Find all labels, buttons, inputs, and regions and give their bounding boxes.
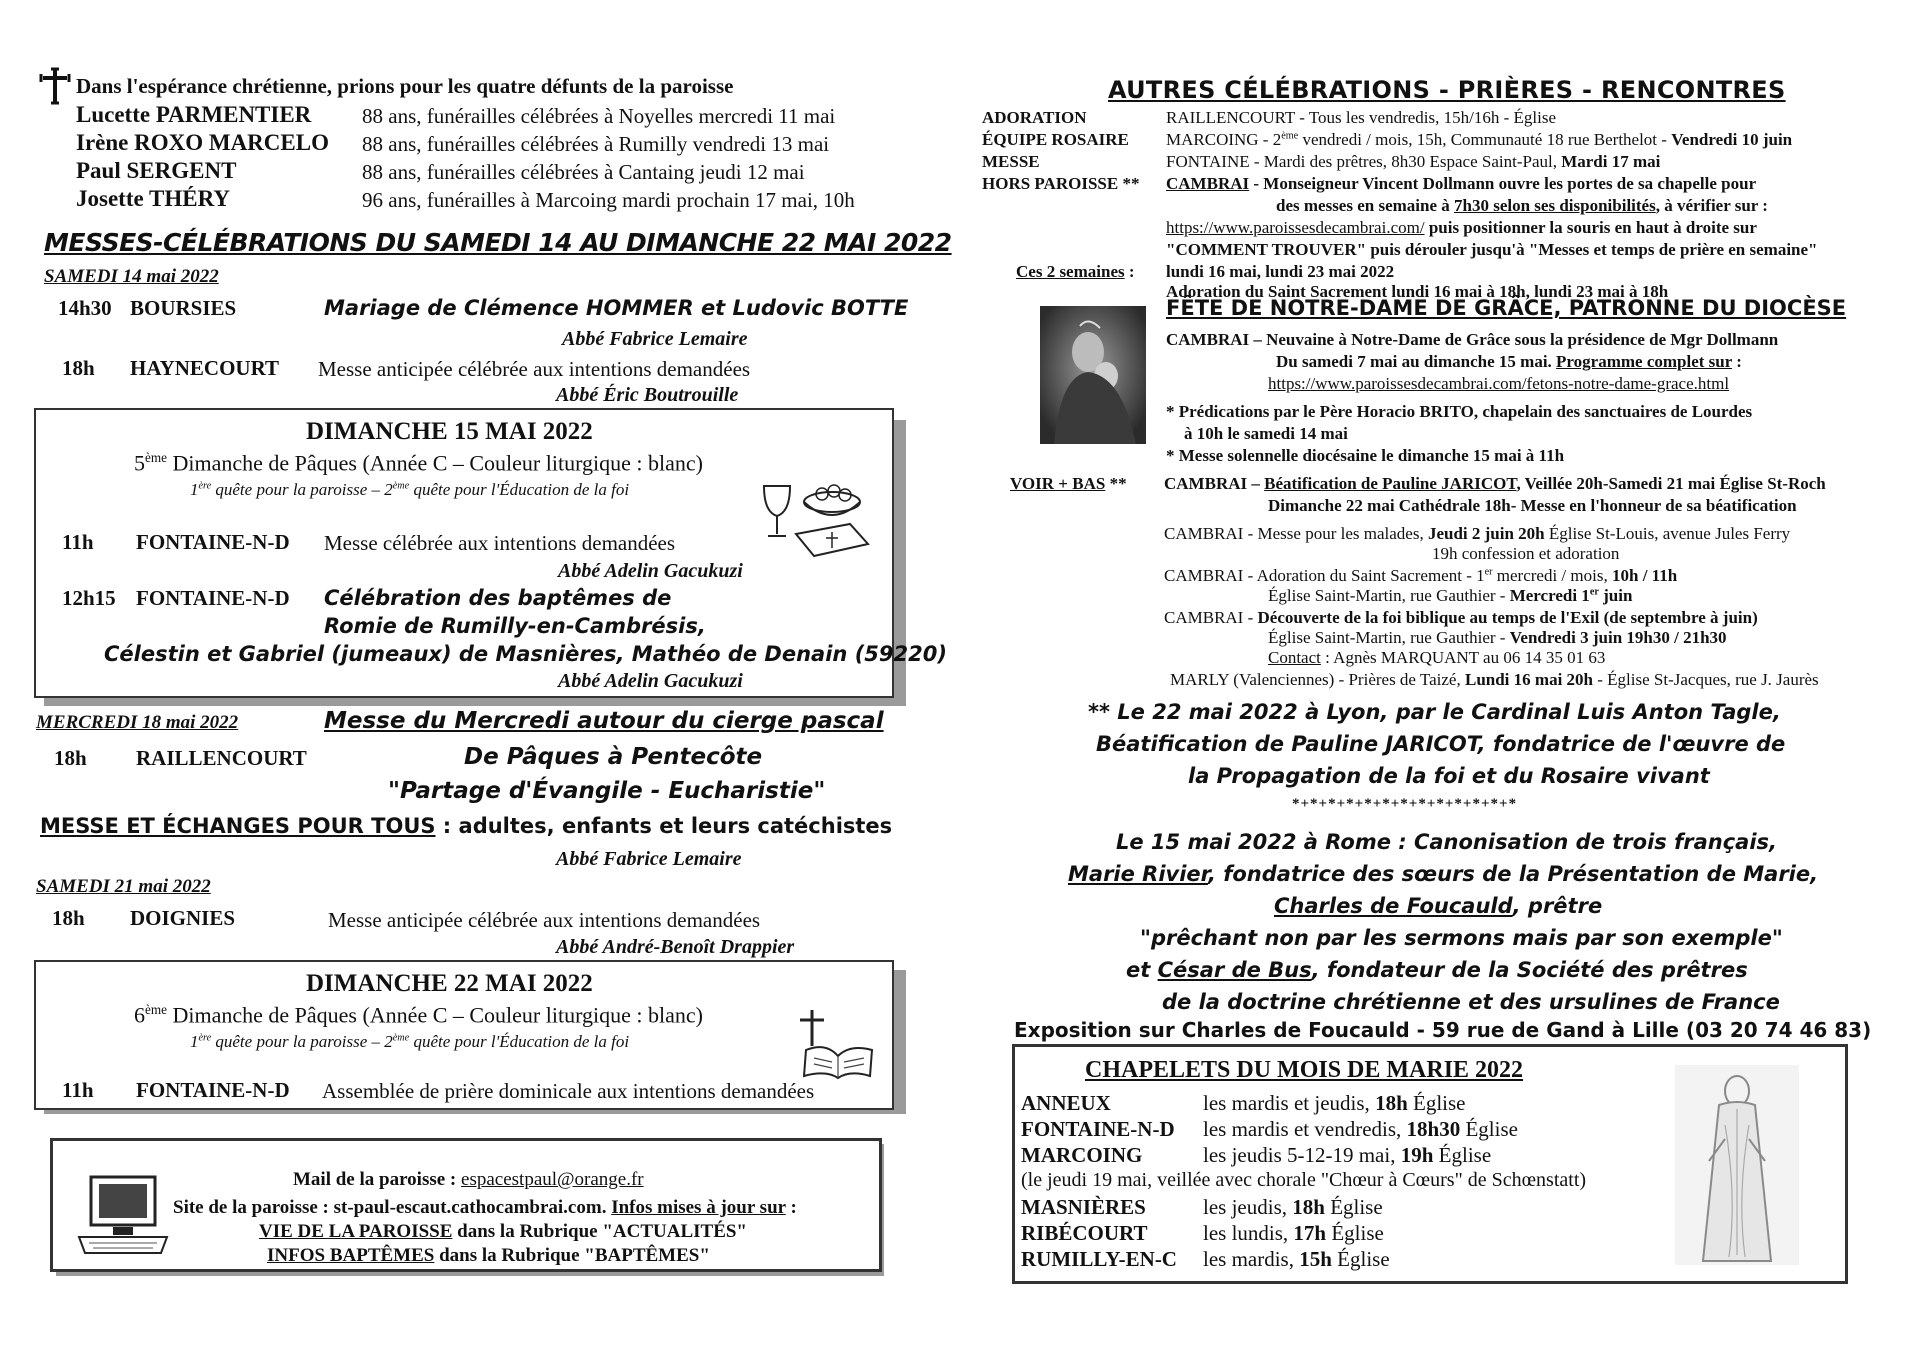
virgin-mary-statue-image	[1675, 1065, 1799, 1265]
row-text: CAMBRAI – Neuvaine à Notre-Dame de Grâce sous la présidence de Mgr Dollmann	[1166, 330, 1779, 349]
chapelet-place: FONTAINE-N-D	[1021, 1117, 1175, 1141]
email-link[interactable]: espacestpaul@orange.fr	[461, 1169, 644, 1190]
row-text: Église Saint-Martin, rue Gauthier - Vendredi 3 juin 19h30 / 21h30	[1268, 628, 1727, 647]
event-place: FONTAINE-N-D	[136, 586, 290, 610]
liturgical-subtitle: 5ème Dimanche de Pâques (Année C – Couleur liturgique : blanc)	[134, 450, 703, 476]
event-description: Messe anticipée célébrée aux intentions demandées	[328, 908, 761, 932]
baptism-link[interactable]: INFOS BAPTÊMES	[267, 1245, 435, 1266]
event-time: 18h	[62, 356, 95, 380]
event-description: Mariage de Clémence HOMMER et Ludovic BOTTE	[324, 296, 909, 320]
updates-link[interactable]: Infos mises à jour sur	[611, 1197, 786, 1218]
row-label: HORS PAROISSE **	[982, 174, 1140, 193]
fete-title: FÊTE DE NOTRE-DAME DE GRÂCE, PATRONNE DU DIOCÈSE	[1166, 296, 1847, 320]
row-text: MARCOING - 2ème vendredi / mois, 15h, Communauté 18 rue Berthelot - Vendredi 10 juin	[1166, 130, 1793, 149]
event-description: De Pâques à Pentecôte	[464, 744, 763, 770]
announcement-line: Marie Rivier, fondatrice des sœurs de la Présentation de Marie,	[1068, 862, 1819, 886]
event-description: Romie de Rumilly-en-Cambrésis,	[324, 614, 706, 638]
deceased-details: 88 ans, funérailles célébrées à Cantaing jeudi 12 mai	[362, 160, 805, 184]
date-heading: SAMEDI 21 mai 2022	[36, 876, 211, 897]
row-text: * Prédications par le Père Horacio BRITO, chapelain des sanctuaires de Lourdes	[1166, 402, 1753, 421]
announcement-line: Le 15 mai 2022 à Rome : Canonisation de trois français,	[1116, 830, 1777, 854]
madonna-icon-image	[1040, 306, 1146, 444]
officiant: Abbé Fabrice Lemaire	[562, 328, 748, 350]
event-title: Messe du Mercredi autour du cierge pascal	[324, 708, 884, 734]
event-description: "Partage d'Évangile - Eucharistie"	[388, 778, 826, 804]
news-link[interactable]: VIE DE LA PAROISSE	[259, 1221, 453, 1242]
row-text: CAMBRAI – Béatification de Pauline JARICOT, Veillée 20h-Samedi 21 mai Église St-Roch	[1164, 474, 1826, 493]
chapelet-place: RUMILLY-EN-C	[1021, 1247, 1177, 1271]
box-title: DIMANCHE 22 MAI 2022	[306, 970, 593, 997]
event-time: 18h	[54, 746, 87, 770]
event-place: BOURSIES	[130, 296, 237, 320]
sunday-15-box	[34, 408, 947, 698]
row-text: Église Saint-Martin, rue Gauthier - Mercredi 1er juin	[1268, 586, 1633, 605]
row-text: Adoration du Saint Sacrement lundi 16 mai à 18h, lundi 23 mai à 18h	[1166, 282, 1669, 301]
cross-icon	[38, 66, 72, 106]
row-label: VOIR + BAS **	[1010, 474, 1127, 493]
event-description: Messe célébrée aux intentions demandées	[324, 531, 676, 555]
chapelet-schedule: les jeudis 5-12-19 mai, 19h Église	[1203, 1143, 1492, 1167]
event-description: Célébration des baptêmes de	[324, 586, 672, 610]
announcement-line: Béatification de Pauline JARICOT, fondatrice de l'œuvre de	[1096, 732, 1786, 756]
row-text: CAMBRAI - Adoration du Saint Sacrement - 1er mercredi / mois, 10h / 11h	[1164, 566, 1678, 585]
event-description: Célestin et Gabriel (jumeaux) de Masnières, Mathéo de Denain (59220)	[104, 642, 947, 666]
event-place: FONTAINE-N-D	[136, 530, 290, 554]
event-time: 11h	[62, 530, 94, 554]
row-label: Ces 2 semaines :	[1016, 262, 1135, 281]
announcement-line: "prêchant non par les sermons mais par son exemple"	[1140, 926, 1783, 950]
paroisses-link[interactable]: https://www.paroissesdecambrai.com/	[1166, 218, 1425, 237]
row-text: Dimanche 22 mai Cathédrale 18h- Messe en l'honneur de sa béatification	[1268, 496, 1797, 515]
event-subtitle: MESSE ET ÉCHANGES POUR TOUS : adultes, enfants et leurs catéchistes	[40, 814, 893, 838]
event-time: 14h30	[58, 296, 112, 320]
announcement-line: Charles de Foucauld, prêtre	[1274, 894, 1603, 918]
deceased-name: Irène ROXO MARCELO	[76, 130, 329, 155]
chapelet-note: (le jeudi 19 mai, veillée avec chorale "Chœur à Cœurs" de Schœnstatt)	[1021, 1169, 1587, 1191]
parish-contact-box	[50, 1138, 882, 1272]
row-label: ADORATION	[982, 108, 1087, 127]
row-text: Contact : Agnès MARQUANT au 06 14 35 01 63	[1268, 648, 1606, 667]
event-place: FONTAINE-N-D	[136, 1078, 290, 1102]
event-time: 18h	[52, 906, 85, 930]
event-time: 11h	[62, 1078, 94, 1102]
chapelet-schedule: les mardis et jeudis, 18h Église	[1203, 1091, 1466, 1115]
officiant: Abbé Adelin Gacukuzi	[558, 670, 743, 692]
row-text: CAMBRAI - Monseigneur Vincent Dollmann ouvre les portes de sa chapelle pour	[1166, 174, 1757, 193]
chapelet-schedule: les jeudis, 18h Église	[1203, 1195, 1383, 1219]
sunday-22-box	[34, 960, 894, 1110]
liturgical-subtitle: 6ème Dimanche de Pâques (Année C – Couleur liturgique : blanc)	[134, 1002, 703, 1028]
row-text: * Messe solennelle diocésaine le dimanche 15 mai à 11h	[1166, 446, 1565, 465]
deceased-name: Josette THÉRY	[76, 186, 231, 211]
right-title: AUTRES CÉLÉBRATIONS - PRIÈRES - RENCONTRES	[1108, 76, 1786, 104]
row-label: ÉQUIPE ROSAIRE	[982, 130, 1129, 149]
announcement-line: de la doctrine chrétienne et des ursulines de France	[1162, 990, 1780, 1014]
event-description: Messe anticipée célébrée aux intentions demandées	[318, 357, 751, 381]
exposition-line: Exposition sur Charles de Foucauld - 59 rue de Gand à Lille (03 20 74 46 83)	[1014, 1018, 1872, 1042]
deceased-details: 96 ans, funérailles à Marcoing mardi prochain 17 mai, 10h	[362, 188, 855, 212]
event-time: 12h15	[62, 586, 116, 610]
event-place: RAILLENCOURT	[136, 746, 307, 770]
row-text: MARLY (Valenciennes) - Prières de Taizé, Lundi 16 mai 20h - Église St-Jacques, rue J. Jaurès	[1170, 670, 1819, 689]
officiant: Abbé Adelin Gacukuzi	[558, 560, 743, 582]
officiant: Abbé Fabrice Lemaire	[556, 848, 742, 870]
mail-line: Mail de la paroisse : espacestpaul@orange.fr	[293, 1169, 644, 1190]
row-text: CAMBRAI - Messe pour les malades, Jeudi 2 juin 20h Église St-Louis, avenue Jules Ferry	[1164, 524, 1791, 543]
announcement-line: et César de Bus, fondateur de la Société des prêtres	[1126, 958, 1748, 982]
chapelet-schedule: les mardis, 15h Église	[1203, 1247, 1390, 1271]
deceased-name: Lucette PARMENTIER	[76, 102, 312, 127]
chapelets-title: CHAPELETS DU MOIS DE MARIE 2022	[1085, 1057, 1524, 1083]
row-text: CAMBRAI - Découverte de la foi biblique au temps de l'Exil (de septembre à juin)	[1164, 608, 1758, 627]
site-line: Site de la paroisse : st-paul-escaut.cathocambrai.com. Infos mises à jour sur :	[173, 1197, 797, 1218]
chapelet-place: MARCOING	[1021, 1143, 1143, 1167]
baptism-line: INFOS BAPTÊMES dans la Rubrique "BAPTÊMES"	[267, 1245, 710, 1266]
announcement-line: la Propagation de la foi et du Rosaire vivant	[1188, 764, 1710, 788]
row-text: RAILLENCOURT - Tous les vendredis, 15h/16h - Église	[1166, 108, 1557, 127]
event-place: DOIGNIES	[130, 906, 236, 930]
row-text: des messes en semaine à 7h30 selon ses disponibilités, à vérifier sur :	[1276, 196, 1768, 215]
deceased-details: 88 ans, funérailles célébrées à Noyelles mercredi 11 mai	[362, 104, 836, 128]
date-heading: SAMEDI 14 mai 2022	[44, 266, 219, 287]
row-text: "COMMENT TROUVER" puis dérouler jusqu'à "Messes et temps de prière en semaine"	[1166, 240, 1818, 259]
masses-title: MESSES-CÉLÉBRATIONS DU SAMEDI 14 AU DIMANCHE 22 MAI 2022	[44, 228, 952, 257]
chapelet-schedule: les lundis, 17h Église	[1203, 1221, 1384, 1245]
collection-note: 1ère quête pour la paroisse – 2ème quête pour l'Éducation de la foi	[190, 480, 630, 499]
row-text: à 10h le samedi 14 mai	[1184, 424, 1348, 443]
chapelets-box	[1012, 1044, 1848, 1284]
computer-icon	[75, 1173, 171, 1257]
chapelet-place: MASNIÈRES	[1021, 1195, 1146, 1219]
event-description: Assemblée de prière dominicale aux intentions demandées	[322, 1079, 815, 1103]
row-text: 19h confession et adoration	[1432, 544, 1620, 563]
row-text: FONTAINE - Mardi des prêtres, 8h30 Espace Saint-Paul, Mardi 17 mai	[1166, 152, 1661, 171]
chalice-bread-icon	[756, 472, 876, 560]
chapelet-place: ANNEUX	[1021, 1091, 1111, 1115]
officiant: Abbé André-Benoît Drappier	[556, 936, 795, 958]
deceased-heading: Dans l'espérance chrétienne, prions pour les quatre défunts de la paroisse	[76, 74, 734, 98]
box-title: DIMANCHE 15 MAI 2022	[306, 418, 593, 445]
row-text: Du samedi 7 mai au dimanche 15 mai. Programme complet sur :	[1276, 352, 1742, 371]
separator: *+*+*+*+*+*+*+*+*+*+*+*+*	[1292, 796, 1518, 812]
collection-note: 1ère quête pour la paroisse – 2ème quête pour l'Éducation de la foi	[190, 1032, 630, 1051]
event-place: HAYNECOURT	[130, 356, 280, 380]
cross-bible-icon	[792, 1006, 876, 1080]
chapelet-place: RIBÉCOURT	[1021, 1221, 1148, 1245]
news-line: VIE DE LA PAROISSE dans la Rubrique "ACTUALITÉS"	[259, 1221, 747, 1242]
announcement-line: ** Le 22 mai 2022 à Lyon, par le Cardinal Luis Anton Tagle,	[1088, 700, 1781, 724]
deceased-details: 88 ans, funérailles célébrées à Rumilly vendredi 13 mai	[362, 132, 830, 156]
chapelet-schedule: les mardis et vendredis, 18h30 Église	[1203, 1117, 1518, 1141]
deceased-name: Paul SERGENT	[76, 158, 237, 183]
row-label: MESSE	[982, 152, 1040, 171]
fete-link[interactable]: https://www.paroissesdecambrai.com/fetons-notre-dame-grace.html	[1268, 374, 1730, 393]
officiant: Abbé Éric Boutrouille	[556, 384, 739, 406]
date-heading: MERCREDI 18 mai 2022	[36, 712, 239, 733]
row-text: lundi 16 mai, lundi 23 mai 2022	[1166, 262, 1395, 281]
row-text: https://www.paroissesdecambrai.com/ puis positionner la souris en haut à droite sur	[1166, 218, 1757, 237]
